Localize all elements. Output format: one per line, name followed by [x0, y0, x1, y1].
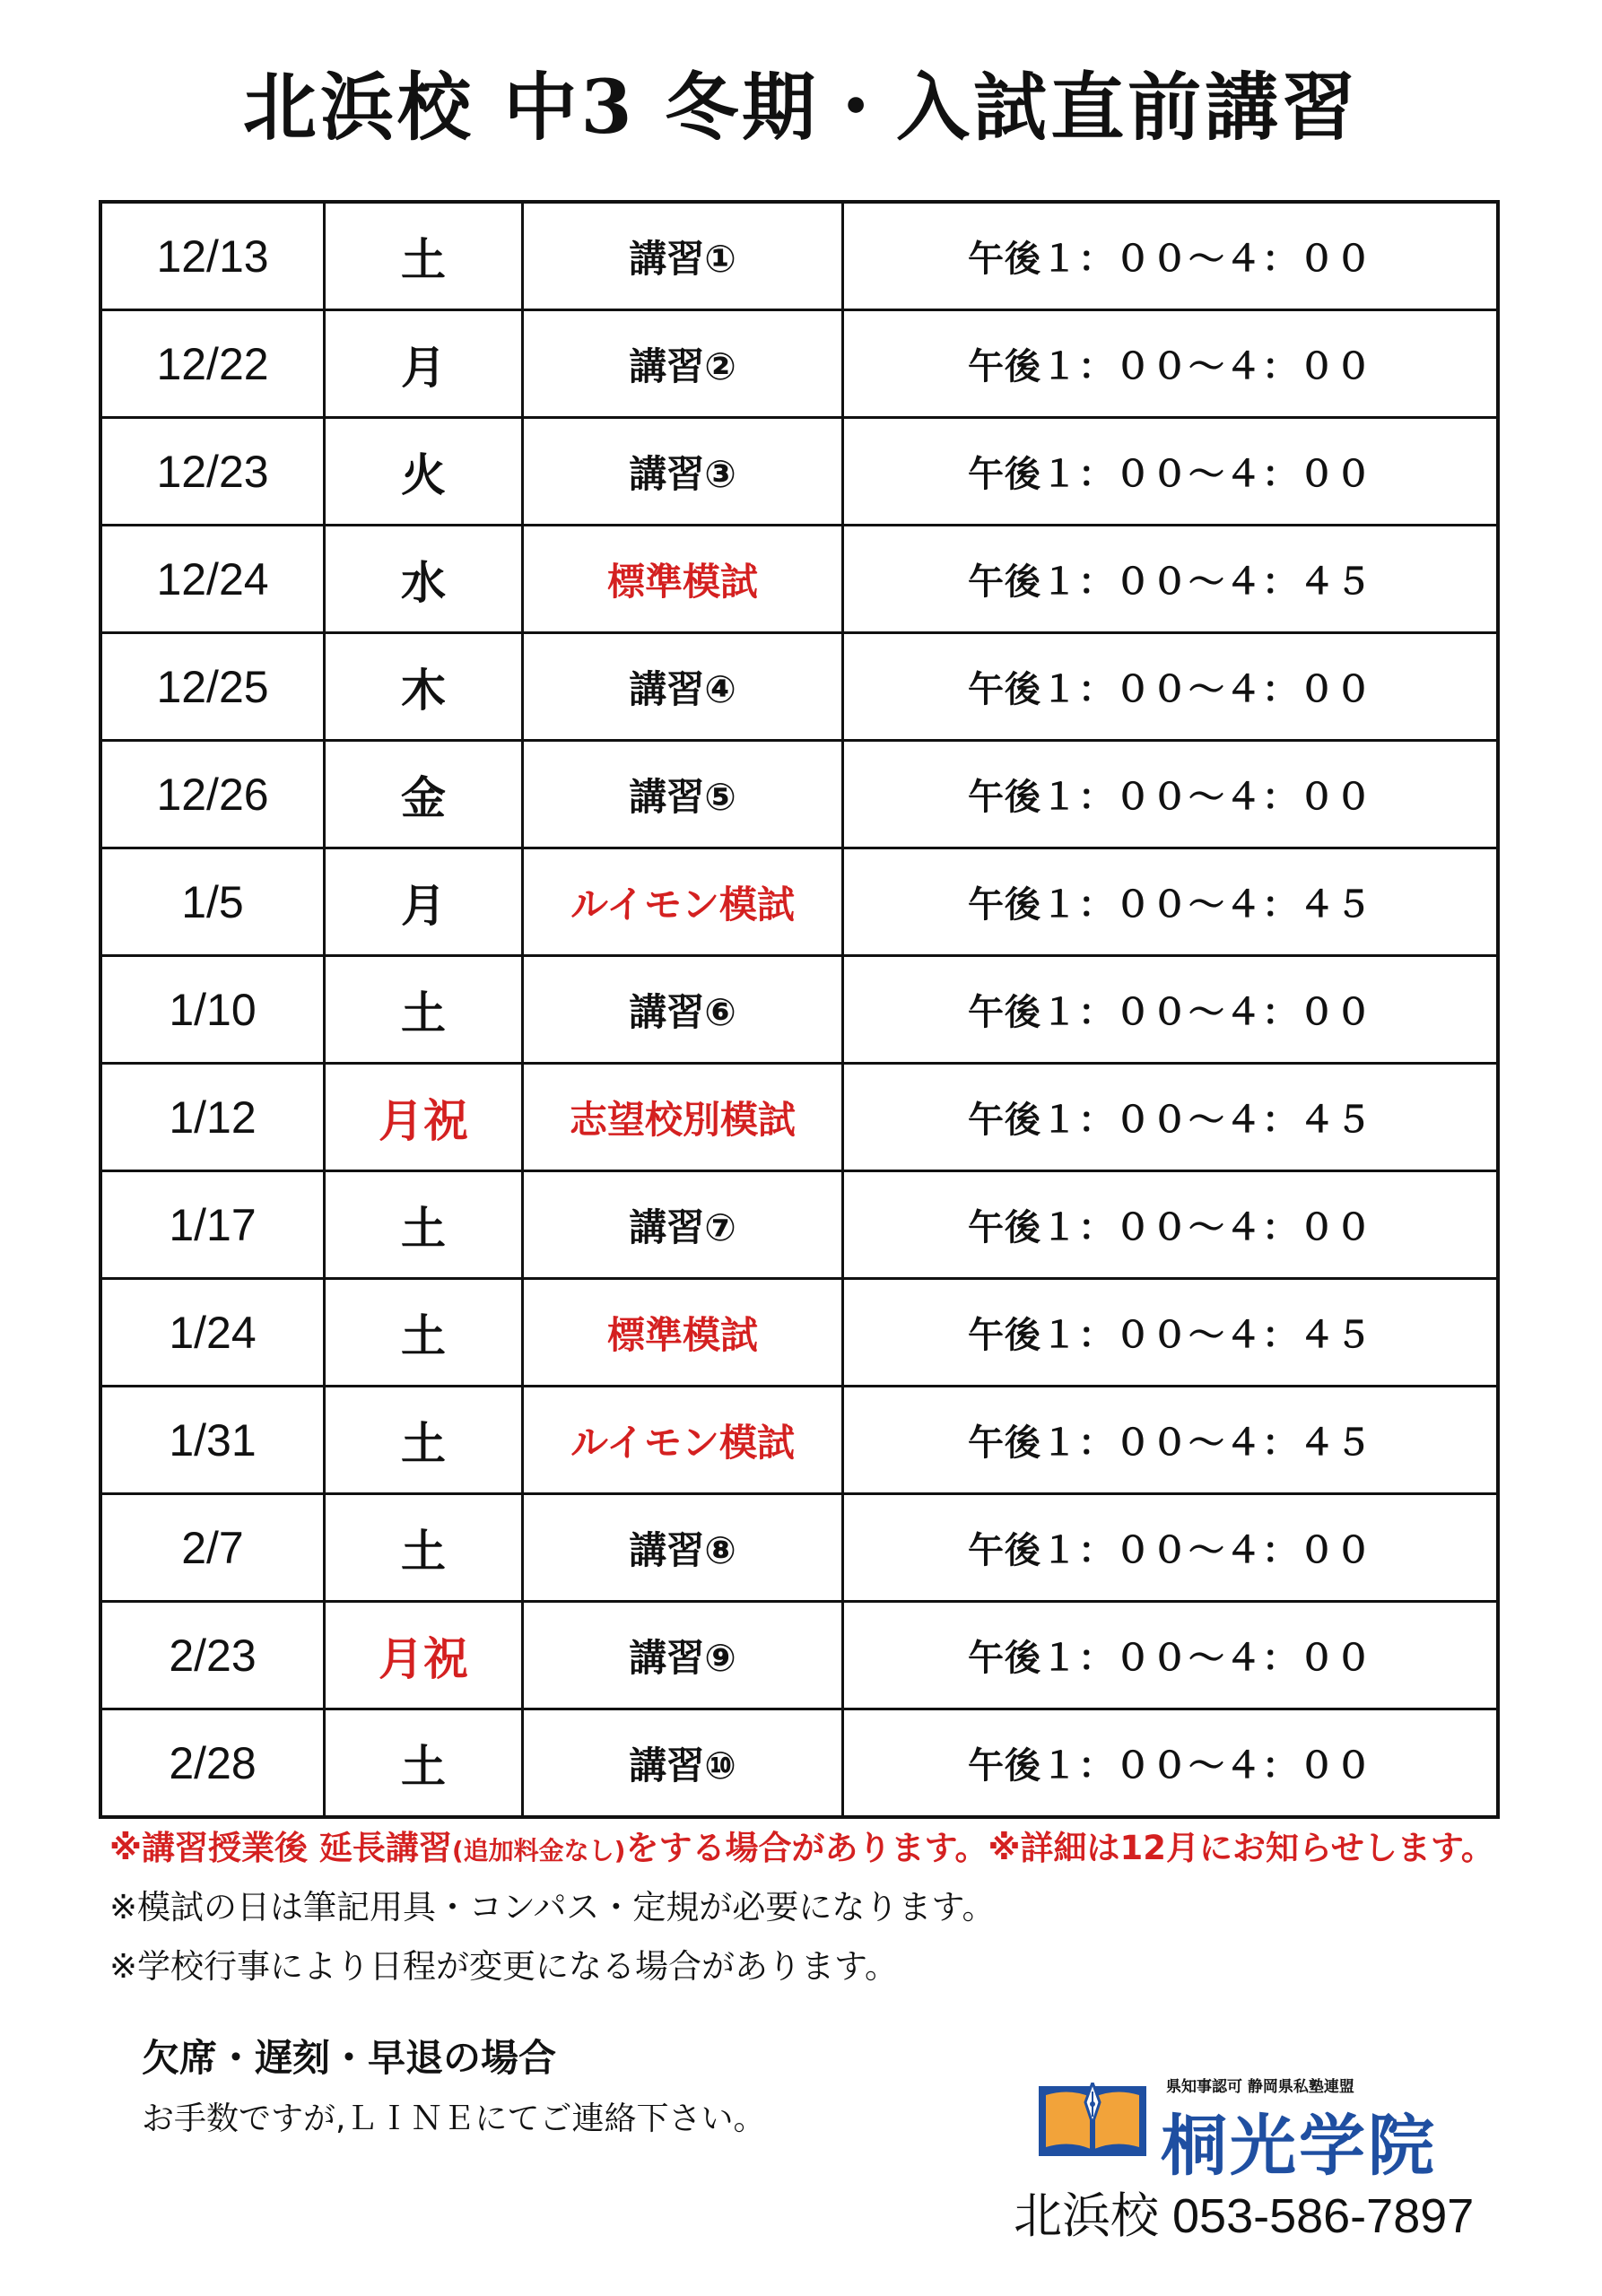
- date-cell: 2/23: [100, 1602, 325, 1709]
- day-cell: 土: [325, 956, 523, 1064]
- day-cell: 火: [325, 418, 523, 526]
- day-cell: 月祝: [325, 1064, 523, 1171]
- schedule-row: [100, 1064, 1498, 1171]
- time-cell: 午後１：００～４：４５: [843, 526, 1499, 633]
- note-extension-detail: をする場合があります。※詳細は12月にお知らせします。: [625, 1829, 1494, 1867]
- lesson-cell: 講習⑥: [523, 956, 843, 1064]
- contact-heading: 欠席・遅刻・早退の場合: [142, 2036, 557, 2080]
- day-cell: 月祝: [325, 1602, 523, 1709]
- note-schedule-change: ※学校行事により日程が変更になる場合があります。: [109, 1947, 899, 1986]
- page-title: 北浜校 中3 冬期・入試直前講習: [242, 65, 1360, 151]
- lesson-cell: 講習③: [523, 418, 843, 526]
- schedule-row: [100, 1171, 1498, 1279]
- date-cell: 12/26: [100, 741, 325, 848]
- date-cell: 12/25: [100, 633, 325, 741]
- schedule-row: [100, 848, 1498, 956]
- time-cell: 午後１：００～４：４５: [843, 848, 1499, 956]
- lesson-cell: 講習⑧: [523, 1494, 843, 1602]
- day-cell: 土: [325, 1171, 523, 1279]
- date-cell: 12/13: [100, 202, 325, 310]
- schedule-row: [100, 956, 1498, 1064]
- day-cell: 土: [325, 1387, 523, 1494]
- time-cell: 午後１：００～４：００: [843, 418, 1499, 526]
- note-extension: [109, 1821, 1494, 1869]
- schedule-row: [100, 1602, 1498, 1709]
- day-cell: 木: [325, 633, 523, 741]
- time-cell: 午後１：００～４：４５: [843, 1279, 1499, 1387]
- day-cell: 土: [325, 1494, 523, 1602]
- schedule-row: [100, 1494, 1498, 1602]
- day-cell: 月: [325, 848, 523, 956]
- time-cell: 午後１：００～４：４５: [843, 1387, 1499, 1494]
- note-supplies: ※模試の日は筆記用具・コンパス・定規が必要になります。: [109, 1888, 996, 1926]
- time-cell: 午後１：００～４：００: [843, 1709, 1499, 1818]
- date-cell: 1/24: [100, 1279, 325, 1387]
- date-cell: 2/7: [100, 1494, 325, 1602]
- lesson-cell: 講習⑤: [523, 741, 843, 848]
- notes: [109, 1821, 1494, 1998]
- date-cell: 1/17: [100, 1171, 325, 1279]
- time-cell: 午後１：００～４：００: [843, 310, 1499, 418]
- note-extension-fee: (追加料金なし): [451, 1836, 626, 1866]
- logo-subtitle: 県知事認可 静岡県私塾連盟: [1166, 2078, 1354, 2096]
- schedule-row: [100, 633, 1498, 741]
- day-cell: 金: [325, 741, 523, 848]
- lesson-cell: 標準模試: [523, 1279, 843, 1387]
- lesson-cell: 講習④: [523, 633, 843, 741]
- schedule-row: [100, 418, 1498, 526]
- note-extension-main: ※講習授業後 延長講習: [109, 1829, 452, 1867]
- date-cell: 12/22: [100, 310, 325, 418]
- lesson-cell: 講習⑩: [523, 1709, 843, 1818]
- lesson-cell: 講習②: [523, 310, 843, 418]
- schedule-body: [100, 202, 1498, 1817]
- date-cell: 1/5: [100, 848, 325, 956]
- schedule-row: [100, 310, 1498, 418]
- schedule-row: [100, 741, 1498, 848]
- date-cell: 1/10: [100, 956, 325, 1064]
- school-logo: [1039, 2074, 1505, 2185]
- schedule-row: [100, 1387, 1498, 1494]
- time-cell: 午後１：００～４：４５: [843, 1064, 1499, 1171]
- branch-phone: 北浜校 053-586-7897: [1014, 2189, 1475, 2243]
- contact-text: お手数ですが,ＬＩＮＥにてご連絡下さい。: [142, 2100, 766, 2137]
- schedule-table: [99, 200, 1500, 1819]
- logo-name: 桐光学院: [1161, 2108, 1437, 2185]
- lesson-cell: 標準模試: [523, 526, 843, 633]
- time-cell: 午後１：００～４：００: [843, 741, 1499, 848]
- day-cell: 土: [325, 1709, 523, 1818]
- schedule-row: [100, 526, 1498, 633]
- day-cell: 水: [325, 526, 523, 633]
- lesson-cell: 講習⑨: [523, 1602, 843, 1709]
- time-cell: 午後１：００～４：００: [843, 956, 1499, 1064]
- lesson-cell: 講習⑦: [523, 1171, 843, 1279]
- date-cell: 12/24: [100, 526, 325, 633]
- time-cell: 午後１：００～４：００: [843, 1494, 1499, 1602]
- lesson-cell: 講習①: [523, 202, 843, 310]
- schedule-row: [100, 1709, 1498, 1818]
- lesson-cell: 志望校別模試: [523, 1064, 843, 1171]
- date-cell: 1/31: [100, 1387, 325, 1494]
- day-cell: 月: [325, 310, 523, 418]
- date-cell: 1/12: [100, 1064, 325, 1171]
- day-cell: 土: [325, 202, 523, 310]
- date-cell: 12/23: [100, 418, 325, 526]
- schedule-row: [100, 1279, 1498, 1387]
- time-cell: 午後１：００～４：００: [843, 1171, 1499, 1279]
- book-pen-icon: [1039, 2083, 1146, 2156]
- date-cell: 2/28: [100, 1709, 325, 1818]
- day-cell: 土: [325, 1279, 523, 1387]
- schedule-row: [100, 202, 1498, 310]
- lesson-cell: ルイモン模試: [523, 1387, 843, 1494]
- time-cell: 午後１：００～４：００: [843, 1602, 1499, 1709]
- time-cell: 午後１：００～４：００: [843, 202, 1499, 310]
- time-cell: 午後１：００～４：００: [843, 633, 1499, 741]
- contact-info: [142, 2029, 765, 2139]
- lesson-cell: ルイモン模試: [523, 848, 843, 956]
